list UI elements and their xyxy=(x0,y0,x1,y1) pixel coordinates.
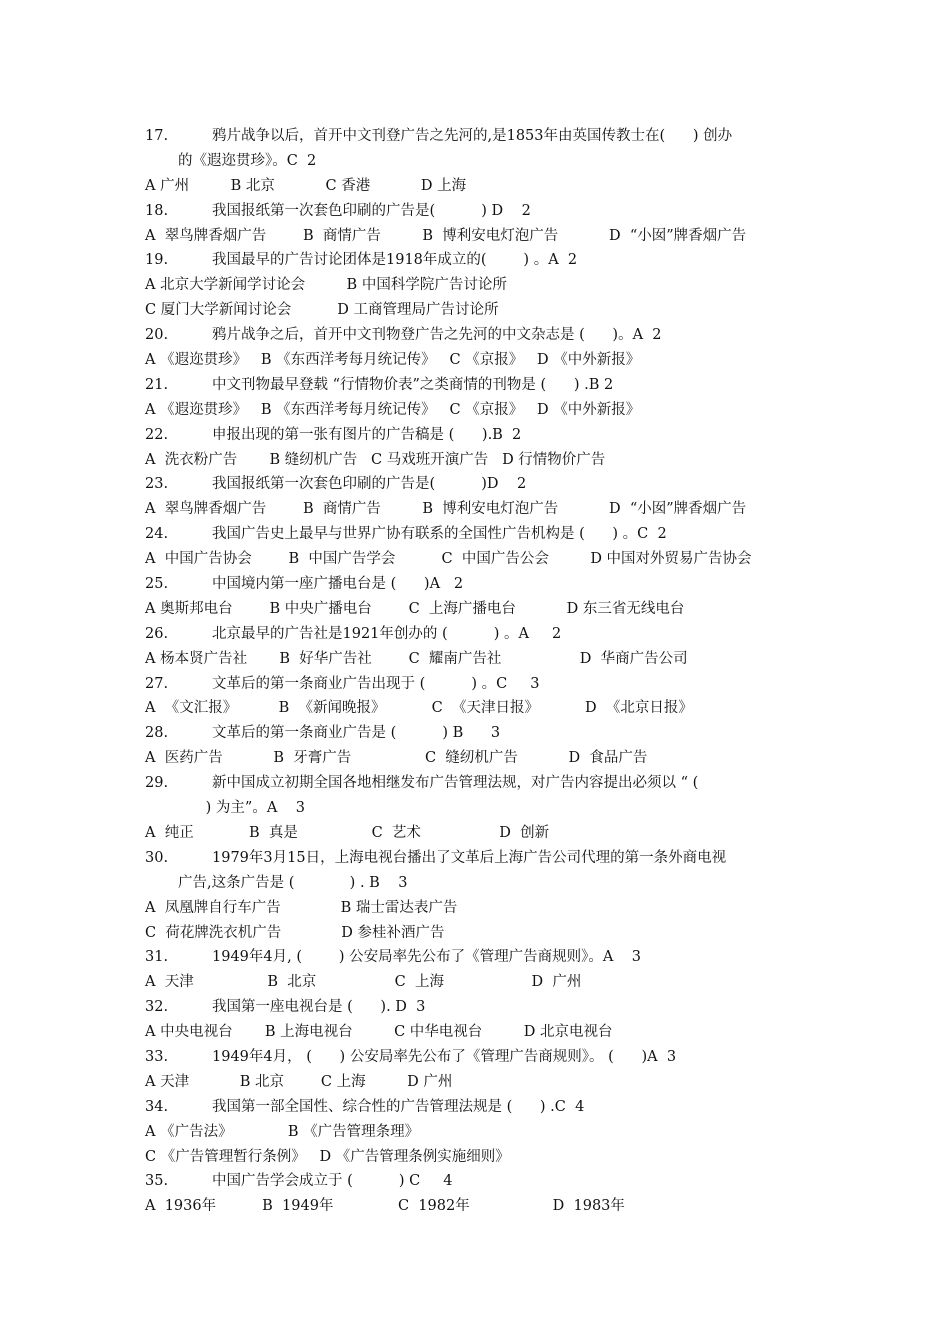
question-text: 鸦片战争之后，首开中文刊物登广告之先河的中文杂志是 ( )。A 2 xyxy=(212,327,662,344)
question-number: 21. xyxy=(145,376,169,393)
question-line xyxy=(145,572,815,597)
answer-options: A 翠鸟牌香烟广告 B 商情广告 B 博利安电灯泡广告 D “小囡”牌香烟广告 xyxy=(145,227,747,244)
question-line xyxy=(145,522,815,547)
answer-options: A 医药广告 B 牙膏广告 C 缝纫机广告 D 食品广告 xyxy=(145,750,648,767)
answer-options: A 杨本贤广告社 B 好华广告社 C 耀南广告社 D 华商广告公司 xyxy=(145,650,688,667)
question-line xyxy=(145,323,815,348)
question-line xyxy=(145,472,815,497)
question-continuation: 广告,这条广告是 ( ) . B 3 xyxy=(178,874,408,891)
question-line xyxy=(145,248,815,273)
question-number: 35. xyxy=(145,1173,169,1190)
answer-options: A 翠鸟牌香烟广告 B 商情广告 B 博利安电灯泡广告 D “小囡”牌香烟广告 xyxy=(145,501,747,518)
question-number: 26. xyxy=(145,625,169,642)
question-text: 中文刊物最早登载 “行情物价表”之类商情的刊物是 ( ) .B 2 xyxy=(212,376,614,393)
question-continuation: 的《遐迩贯珍》。C 2 xyxy=(178,152,317,169)
question-text: 1949年4月, ( ) 公安局率先公布了《管理广告商规则》。A 3 xyxy=(212,949,642,966)
question-text: 1949年4月， ( ) 公安局率先公布了《管理广告商规则》。 ( )A 3 xyxy=(212,1048,677,1065)
question-line xyxy=(145,199,815,224)
answer-options: A 北京大学新闻学讨论会 B 中国科学院广告讨论所 xyxy=(145,277,507,294)
answer-options: A 1936年 B 1949年 C 1982年 D 1983年 xyxy=(145,1198,625,1215)
answer-options: A 凤凰牌自行车广告 B 瑞士雷达表广告 xyxy=(145,899,458,916)
question-text: 北京最早的广告社是1921年创办的 ( ) 。A 2 xyxy=(212,625,562,642)
question-line xyxy=(145,1169,815,1194)
answer-options: A 广州 B 北京 C 香港 D 上海 xyxy=(145,177,467,194)
answer-options: C 荷花牌洗衣机广告 D 参桂补酒广告 xyxy=(145,924,445,941)
question-number: 27. xyxy=(145,675,169,692)
question-number: 33. xyxy=(145,1048,169,1065)
question-line xyxy=(145,721,815,746)
question-line xyxy=(145,622,815,647)
question-number: 18. xyxy=(145,202,169,219)
question-number: 32. xyxy=(145,999,169,1016)
question-text: 我国报纸第一次套色印刷的广告是( )D 2 xyxy=(212,476,527,493)
question-line xyxy=(145,1095,815,1120)
question-text: 文革后的第一条商业广告是 ( ) B 3 xyxy=(212,725,501,742)
question-number: 23. xyxy=(145,476,169,493)
question-number: 29. xyxy=(145,775,169,792)
question-text: 我国第一座电视台是 ( ). D 3 xyxy=(212,999,426,1016)
question-number: 19. xyxy=(145,252,169,269)
question-text: 我国广告史上最早与世界广协有联系的全国性广告机构是 ( ) 。C 2 xyxy=(212,526,667,543)
question-line xyxy=(145,771,815,796)
question-list xyxy=(145,124,815,1219)
question-line xyxy=(145,846,815,871)
answer-options: A 洗衣粉广告 B 缝纫机广告 C 马戏班开演广告 D 行情物价广告 xyxy=(145,451,606,468)
question-text: 申报出现的第一张有图片的广告稿是 ( ).B 2 xyxy=(212,426,522,443)
question-number: 22. xyxy=(145,426,169,443)
question-line xyxy=(145,124,815,149)
question-number: 30. xyxy=(145,849,169,866)
answer-options: C 厦门大学新闻讨论会 D 工商管理局广告讨论所 xyxy=(145,302,499,319)
question-number: 28. xyxy=(145,725,169,742)
answer-options: C 《广告管理暂行条例》 D 《广告管理条例实施细则》 xyxy=(145,1148,510,1165)
question-line xyxy=(145,995,815,1020)
question-number: 17. xyxy=(145,128,169,144)
answer-options: A 天津 B 北京 C 上海 D 广州 xyxy=(145,974,582,991)
answer-options: A 天津 B 北京 C 上海 D 广州 xyxy=(145,1073,453,1090)
question-number: 20. xyxy=(145,327,169,344)
question-number: 31. xyxy=(145,949,169,966)
answer-options: A 纯正 B 真是 C 艺术 D 创新 xyxy=(145,824,550,841)
answer-options: A 《广告法》 B 《广告管理条理》 xyxy=(145,1123,420,1140)
question-text: 我国最早的广告讨论团体是1918年成立的( ) 。A 2 xyxy=(212,252,578,269)
question-line xyxy=(145,672,815,697)
answer-options: A 《遐迩贯珍》 B 《东西洋考每月统记传》 C 《京报》 D 《中外新报》 xyxy=(145,352,641,369)
question-text: 我国报纸第一次套色印刷的广告是( ) D 2 xyxy=(212,202,531,219)
question-text: 文革后的第一条商业广告出现于 ( ) 。C 3 xyxy=(212,675,540,692)
question-continuation: ) 为主”。A 3 xyxy=(178,800,305,817)
answer-options: A 奥斯邦电台 B 中央广播电台 C 上海广播电台 D 东三省无线电台 xyxy=(145,600,685,617)
question-number: 24. xyxy=(145,526,169,543)
answer-options: A 《遐迩贯珍》 B 《东西洋考每月统记传》 C 《京报》 D 《中外新报》 xyxy=(145,401,641,418)
question-text: 中国境内第一座广播电台是 ( )A 2 xyxy=(212,576,464,593)
question-line xyxy=(145,1045,815,1070)
question-line xyxy=(145,373,815,398)
question-line xyxy=(145,945,815,970)
question-text: 1979年3月15日，上海电视台播出了文革后上海广告公司代理的第一条外商电视 xyxy=(212,849,727,866)
question-number: 34. xyxy=(145,1098,169,1115)
question-text: 我国第一部全国性、综合性的广告管理法规是 ( ) .C 4 xyxy=(212,1098,585,1115)
answer-options: A 《文汇报》 B 《新闻晚报》 C 《天津日报》 D 《北京日报》 xyxy=(145,700,693,717)
question-text: 鸦片战争以后，首开中文刊登广告之先河的,是1853年由英国传教士在( ) 创办 xyxy=(212,128,733,144)
answer-options: A 中央电视台 B 上海电视台 C 中华电视台 D 北京电视台 xyxy=(145,1024,613,1041)
question-text: 新中国成立初期全国各地相继发布广告管理法规，对广告内容提出必须以 “ ( xyxy=(212,775,699,792)
answer-options: A 中国广告协会 B 中国广告学会 C 中国广告公会 D 中国对外贸易广告协会 xyxy=(145,551,752,568)
question-text: 中国广告学会成立于 ( ) C 4 xyxy=(212,1173,453,1190)
question-number: 25. xyxy=(145,576,169,593)
question-line xyxy=(145,423,815,448)
